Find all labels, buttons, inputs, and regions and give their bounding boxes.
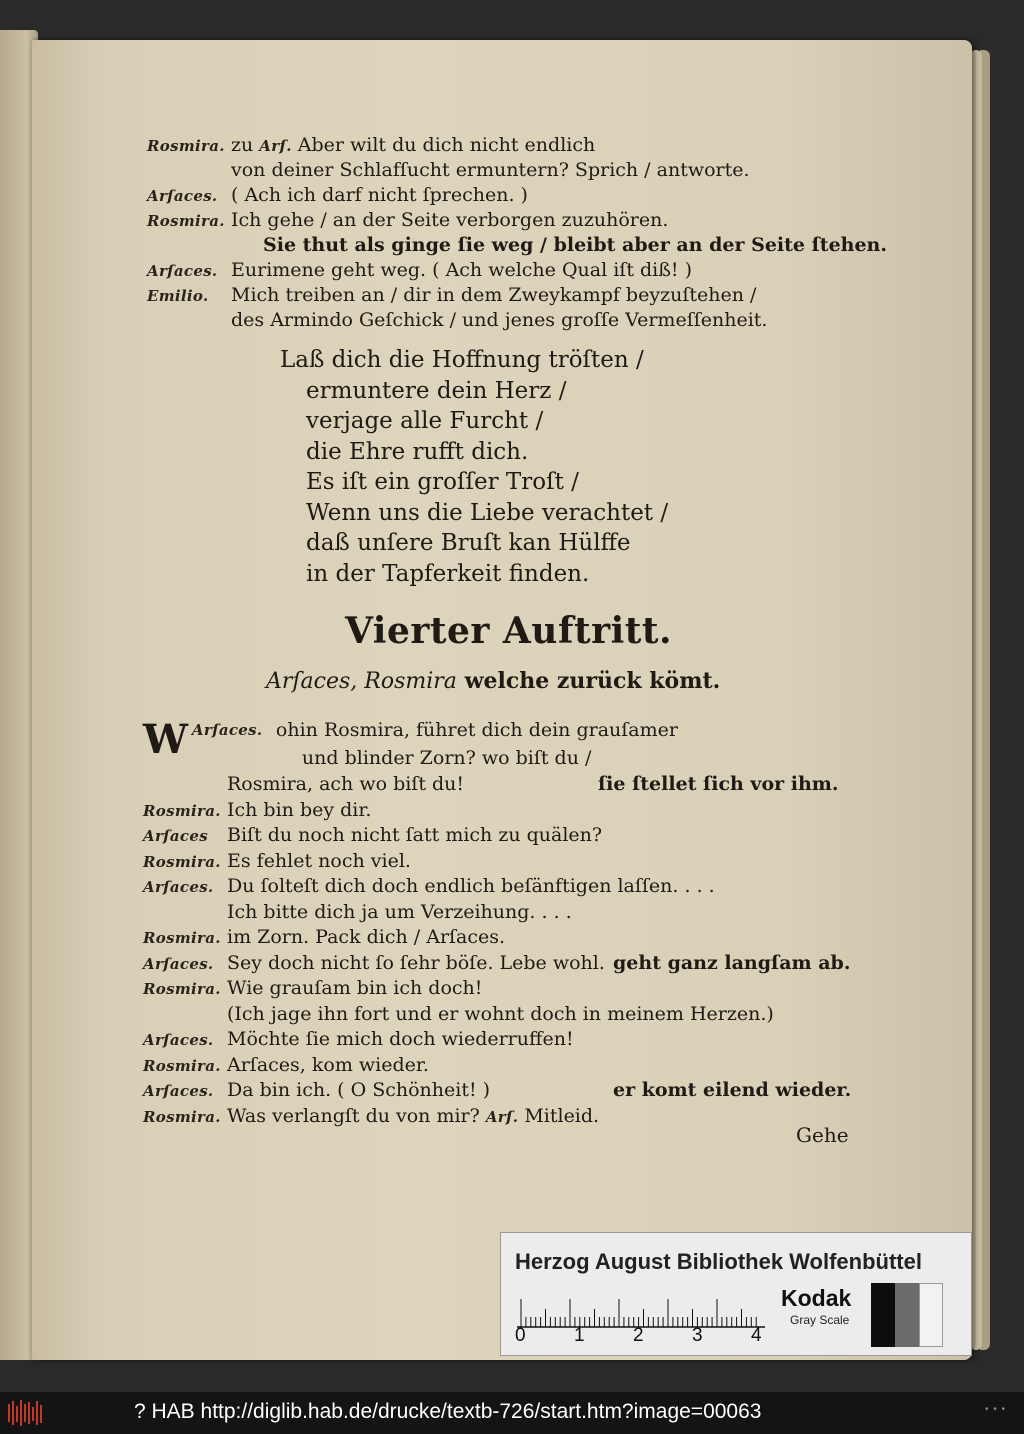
dialogue-line <box>143 772 839 798</box>
speaker-name: Arſaces <box>143 827 208 845</box>
url-text[interactable]: ? HAB http://diglib.hab.de/drucke/textb-726/start.htm?image=00063 <box>134 1400 762 1423</box>
dialogue-line <box>143 1002 774 1028</box>
verse-line: Laß dich die Hoffnung tröſten / <box>280 347 644 373</box>
library-label <box>500 1232 972 1356</box>
speaker-name: Arſaces. <box>147 187 218 205</box>
verse-line: ermuntere dein Herz / <box>306 377 567 404</box>
speaker-name: Rosmira. <box>147 212 225 230</box>
hab-logo-icon <box>6 1398 46 1428</box>
line-text: Rosmira, ach wo biſt du! <box>227 773 465 795</box>
ruler-number: 4 <box>751 1325 762 1346</box>
verse-line: die Ehre rufft dich. <box>306 438 529 465</box>
speaker-name: Arſ. <box>485 1107 519 1126</box>
line-text: Es fehlet noch viel. <box>227 849 411 872</box>
gray-patch <box>895 1283 919 1347</box>
line-text: Da bin ich. ( O Schönheit! ) <box>227 1079 491 1101</box>
line-text: Was verlangſt du von mir? <box>227 1104 486 1127</box>
dialogue-line <box>143 1053 774 1079</box>
dialogue-block-1 <box>147 133 887 333</box>
dialogue-line <box>147 133 887 158</box>
status-bar <box>0 1392 1024 1434</box>
line-text: Eurimene geht weg. ( Ach welche Qual iſt diß! ) <box>231 259 693 281</box>
speaker-name: Emilio. <box>147 287 209 305</box>
line-text: im Zorn. Pack dich / Arſaces. <box>227 926 506 948</box>
stage-text: geht ganz langſam ab. <box>613 951 851 974</box>
verse-line: verjage alle Furcht / <box>306 408 544 434</box>
verse-line: Wenn uns die Liebe verachtet / <box>306 499 669 526</box>
line-text: Ich bin bey dir. <box>227 798 372 821</box>
speaker-name: Arſaces. <box>143 1082 214 1100</box>
line-text: Mitleid. <box>518 1104 600 1127</box>
gray-patch <box>871 1283 895 1347</box>
dialogue-line <box>147 183 887 208</box>
dialogue-line <box>147 258 887 283</box>
gray-scale-label: Gray Scale <box>790 1313 850 1327</box>
verse-line: in der Tapferkeit finden. <box>306 560 590 587</box>
scene-note: welche zurück kömt. <box>456 668 721 694</box>
line-text: von deiner Schlafſucht ermuntern? Sprich / antworte. <box>231 159 750 181</box>
line-text: Wie grauſam bin ich doch! <box>227 977 483 999</box>
line-text: Du ſolteſt dich doch endlich beſänftigen laſſen. . . . <box>227 875 715 897</box>
verse-line: Es iſt ein groſſer Troſt / <box>306 469 579 495</box>
line-text: Ich gehe / an der Seite verborgen zuzuhören. <box>231 209 669 231</box>
speaker-name: Rosmira. <box>143 980 221 998</box>
dialogue-line <box>143 748 774 772</box>
kodak-logo: Kodak <box>781 1285 852 1311</box>
speaker-name: Arſ. <box>259 137 292 155</box>
line-text: des Armindo Geſchick / und jenes groſſe Vermeſſenheit. <box>231 309 768 331</box>
dialogue-line <box>143 1104 774 1130</box>
dialogue-line <box>147 208 887 233</box>
stage-direction <box>147 233 887 258</box>
gray-patch <box>919 1283 943 1347</box>
speaker-name: Rosmira. <box>143 929 221 947</box>
dialogue-line <box>147 283 887 308</box>
ruler-number: 1 <box>574 1325 585 1346</box>
dialogue-line <box>143 849 774 875</box>
dialogue-line <box>143 900 774 926</box>
line-text: (Ich jage ihn fort und er wohnt doch in meinem Herzen.) <box>227 1002 774 1025</box>
dialogue-line <box>143 1078 852 1104</box>
speaker-name: Rosmira. <box>143 1107 221 1126</box>
speaker-name: Arſaces. <box>143 878 214 896</box>
status-dots: • • • <box>984 1404 1006 1415</box>
line-text: Mich treiben an / dir in dem Zweykampf beyzuſtehen / <box>231 284 757 306</box>
line-text: Ich bitte dich ja um Verzeihung. . . . <box>227 900 572 923</box>
dialogue-line <box>143 976 774 1002</box>
line-text: Möchte ſie mich doch wiederruffen! <box>227 1028 574 1050</box>
scene-names: Arſaces, Rosmira <box>266 669 457 694</box>
speaker-name: Rosmira. <box>143 1056 221 1075</box>
line-text: zu <box>231 134 260 156</box>
speaker-name: Rosmira. <box>143 801 221 820</box>
speaker-name: Rosmira. <box>147 137 225 155</box>
ruler-numbers <box>511 1325 771 1349</box>
dialogue-line <box>143 925 774 951</box>
line-text: Arſaces, kom wieder. <box>227 1053 429 1076</box>
ruler-number: 3 <box>692 1325 703 1346</box>
scene-title: Vierter Auftritt. <box>345 610 673 652</box>
library-name: Herzog August Bibliothek Wolfenbüttel <box>515 1249 922 1274</box>
line-text: ( Ach ich darf nicht ſprechen. ) <box>231 184 528 206</box>
catchword: Gehe <box>796 1123 849 1147</box>
line-text: Aber wilt du dich nicht endlich <box>291 134 596 156</box>
dialogue-line <box>143 798 774 824</box>
dialogue-block-2 <box>143 716 852 1129</box>
stage-text: Sie thut als ginge ſie weg / bleibt aber an der Seite ſtehen. <box>263 234 887 256</box>
dialogue-line <box>143 951 851 977</box>
verse-line: daß unſere Bruſt kan Hülffe <box>306 530 631 556</box>
dialogue-line <box>147 158 887 183</box>
speaker-name: Arſaces. <box>143 1031 214 1049</box>
speaker-name: Arſaces. <box>143 954 214 973</box>
gray-patches <box>871 1283 951 1347</box>
speaker-name: Rosmira. <box>143 852 221 871</box>
line-text: Biſt du noch nicht ſatt mich zu quälen? <box>227 824 603 846</box>
speaker-name: Arſaces. <box>191 721 263 739</box>
stage-text: ſie ſtellet ſich vor ihm. <box>598 773 839 795</box>
aria-verse <box>280 345 668 589</box>
line-text: ohin Rosmira, führet dich dein grauſamer <box>275 719 678 741</box>
line-text: Sey doch nicht ſo ſehr böſe. Lebe wohl. <box>227 951 605 974</box>
dialogue-line <box>143 823 774 849</box>
scene-characters <box>266 668 720 694</box>
dialogue-line <box>143 874 774 900</box>
ruler-number: 2 <box>633 1325 644 1346</box>
stage-text: er komt eilend wieder. <box>613 1079 852 1101</box>
dialogue-line <box>143 1027 774 1053</box>
ruler-number: 0 <box>515 1325 526 1346</box>
dialogue-line <box>147 308 887 333</box>
line-text: und blinder Zorn? wo biſt du / <box>301 747 592 769</box>
speaker-name: Arſaces. <box>147 262 218 280</box>
drop-cap: W <box>143 716 188 763</box>
